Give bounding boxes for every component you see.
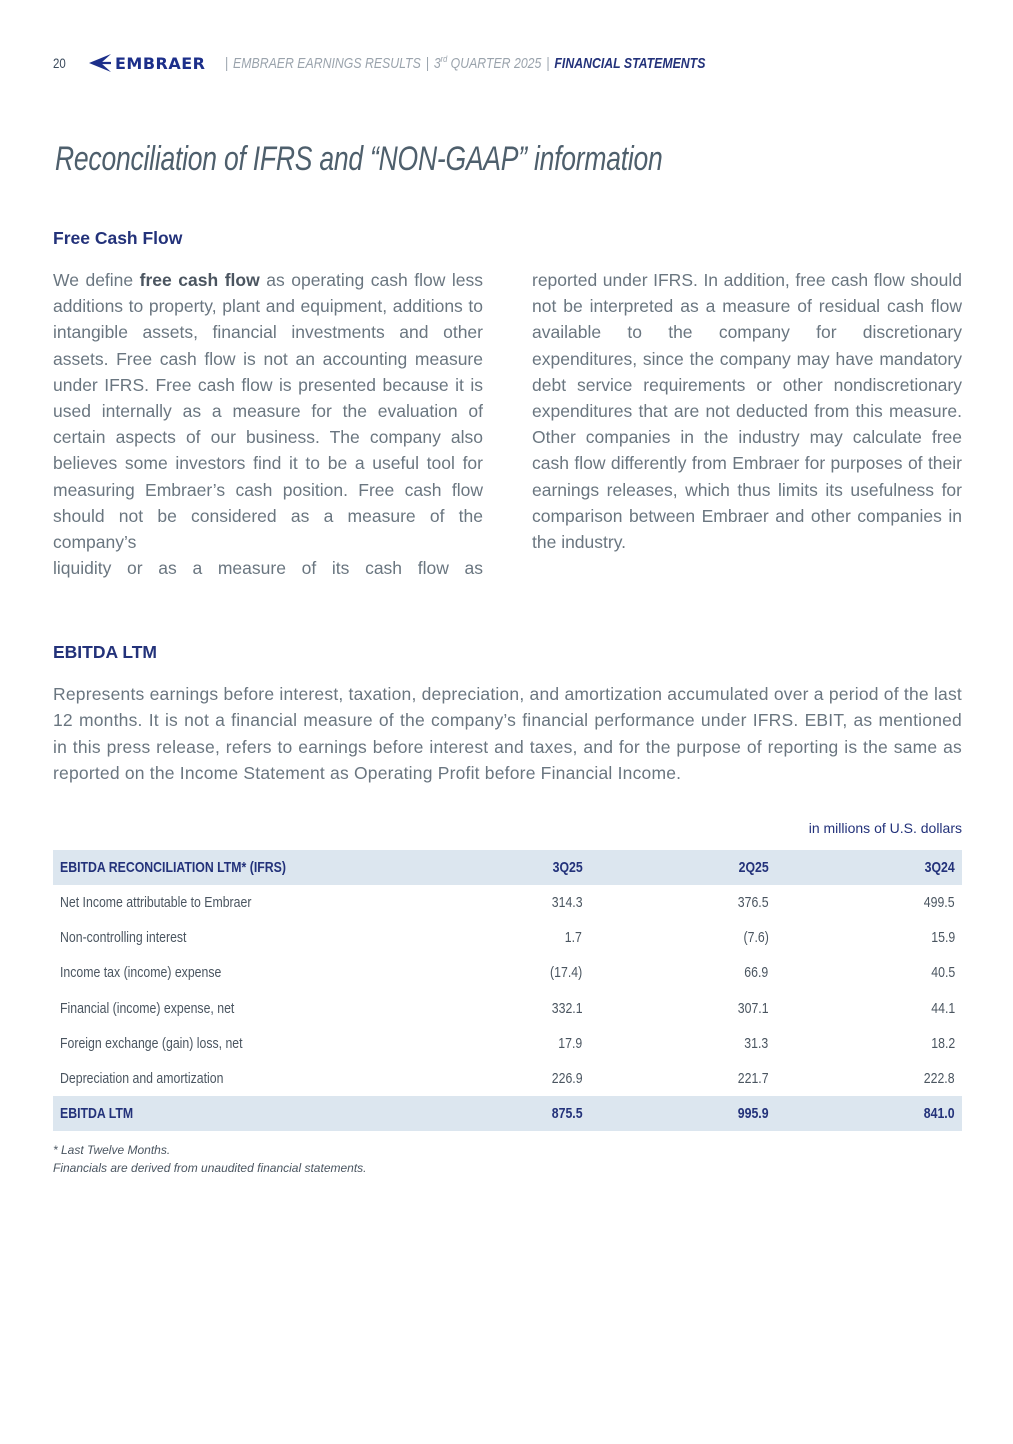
- row-label: Financial (income) expense, net: [60, 999, 235, 1017]
- fcf-heading: Free Cash Flow: [53, 228, 183, 248]
- table-cell: 499.5: [924, 894, 955, 912]
- table-cell: 17.9: [558, 1034, 583, 1052]
- table-cell: 1.7: [565, 929, 583, 947]
- row-label: Foreign exchange (gain) loss, net: [60, 1034, 243, 1052]
- table-row: [53, 920, 962, 955]
- table-cell: 221.7: [737, 1070, 769, 1088]
- units-note: in millions of U.S. dollars: [808, 820, 962, 836]
- column-header: 3Q25: [552, 859, 583, 876]
- table-cell: 222.8: [924, 1070, 955, 1088]
- table-header-row: [53, 850, 962, 885]
- row-label: Non-controlling interest: [60, 929, 187, 947]
- table-cell: 15.9: [931, 929, 955, 947]
- ebitda-reconciliation-table: [53, 850, 962, 1131]
- page-number: 20: [53, 55, 66, 71]
- table-cell: 307.1: [737, 999, 769, 1017]
- footnote-unaudited: Financials are derived from unaudited financial statements.: [53, 1161, 367, 1175]
- row-label: Income tax (income) expense: [60, 964, 222, 982]
- embraer-logo: [87, 52, 206, 74]
- table-cell: 44.1: [931, 999, 955, 1017]
- row-label: Depreciation and amortization: [60, 1070, 224, 1088]
- table-cell: 875.5: [551, 1105, 583, 1123]
- table-cell: 40.5: [931, 964, 955, 982]
- table-row: [53, 991, 962, 1026]
- table-cell: 31.3: [744, 1034, 769, 1052]
- table-cell: (7.6): [743, 929, 769, 947]
- row-label: EBITDA LTM: [60, 1105, 134, 1123]
- report-name: EMBRAER EARNINGS RESULTS: [232, 55, 421, 72]
- table-cell: 226.9: [551, 1070, 583, 1088]
- table-cell: 376.5: [737, 894, 769, 912]
- table-total-row: [53, 1096, 962, 1131]
- table-cell: 332.1: [551, 999, 583, 1017]
- header-breadcrumb: | EMBRAER EARNINGS RESULTS | 3rd QUARTER 2025 | FINANCIAL STATEMENTS: [224, 54, 705, 72]
- table-cell: 18.2: [931, 1034, 955, 1052]
- column-header: 3Q24: [924, 859, 955, 876]
- section-name: FINANCIAL STATEMENTS: [553, 55, 705, 72]
- fcf-text-right: reported under IFRS. In addition, free cash flow should not be interpreted as a measure of residual cash flow available to the company for discretionary expenditures, since the company may have mandatory debt service requirements or other nondiscretionary expenditures that are not deducted from this measure. Other companies in the industry may calculate free cash flow differently from Embraer for purposes of their earnings releases, which thus limits its usefulness for comparison between Embraer and other companies in the industry.: [532, 270, 962, 553]
- footnote-ltm: * Last Twelve Months.: [53, 1143, 171, 1157]
- table-cell: (17.4): [550, 964, 583, 982]
- table-cell: 841.0: [924, 1105, 955, 1123]
- row-label: Net Income attributable to Embraer: [60, 894, 252, 912]
- table-row: [53, 1026, 962, 1061]
- table-cell: 66.9: [744, 964, 769, 982]
- quarter-label: 3rd QUARTER 2025: [433, 54, 541, 72]
- fcf-text-left: We define free cash flow as operating cash flow less additions to property, plant and equipment, additions to intangible assets, financial investments and other assets. Free cash flow is not an accounting measure under IFRS. Free cash flow is presented because it is used internally as a measure for the evaluation of certain aspects of our business. The company also believes some investors find it to be a useful tool for measuring Embraer’s cash position. Free cash flow should not be considered as a measure of the company’s liquidity or as a measure of its cash flow as: [53, 270, 483, 579]
- embraer-arrow-icon: [87, 52, 113, 74]
- table-row: [53, 885, 962, 920]
- table-row: [53, 1061, 962, 1096]
- logo-wordmark: EMBRAER: [115, 53, 206, 73]
- page-title: Reconciliation of IFRS and “NON-GAAP” information: [55, 140, 663, 178]
- column-header: EBITDA RECONCILIATION LTM* (IFRS): [60, 859, 286, 876]
- table-row: [53, 955, 962, 990]
- table-cell: 314.3: [551, 894, 583, 912]
- ebitda-heading: EBITDA LTM: [53, 642, 158, 662]
- table-cell: 995.9: [737, 1105, 769, 1123]
- page-header: [53, 52, 811, 74]
- ebitda-text: Represents earnings before interest, taxation, depreciation, and amortization accumulated over a period of the last 12 months. It is not a financial measure of the company’s financial performance under IFRS. EBIT, as mentioned in this press release, refers to earnings before interest and taxes, and for the purpose of reporting is the same as reported on the Income Statement as Operating Profit before Financial Income.: [53, 684, 962, 784]
- column-header: 2Q25: [738, 859, 769, 876]
